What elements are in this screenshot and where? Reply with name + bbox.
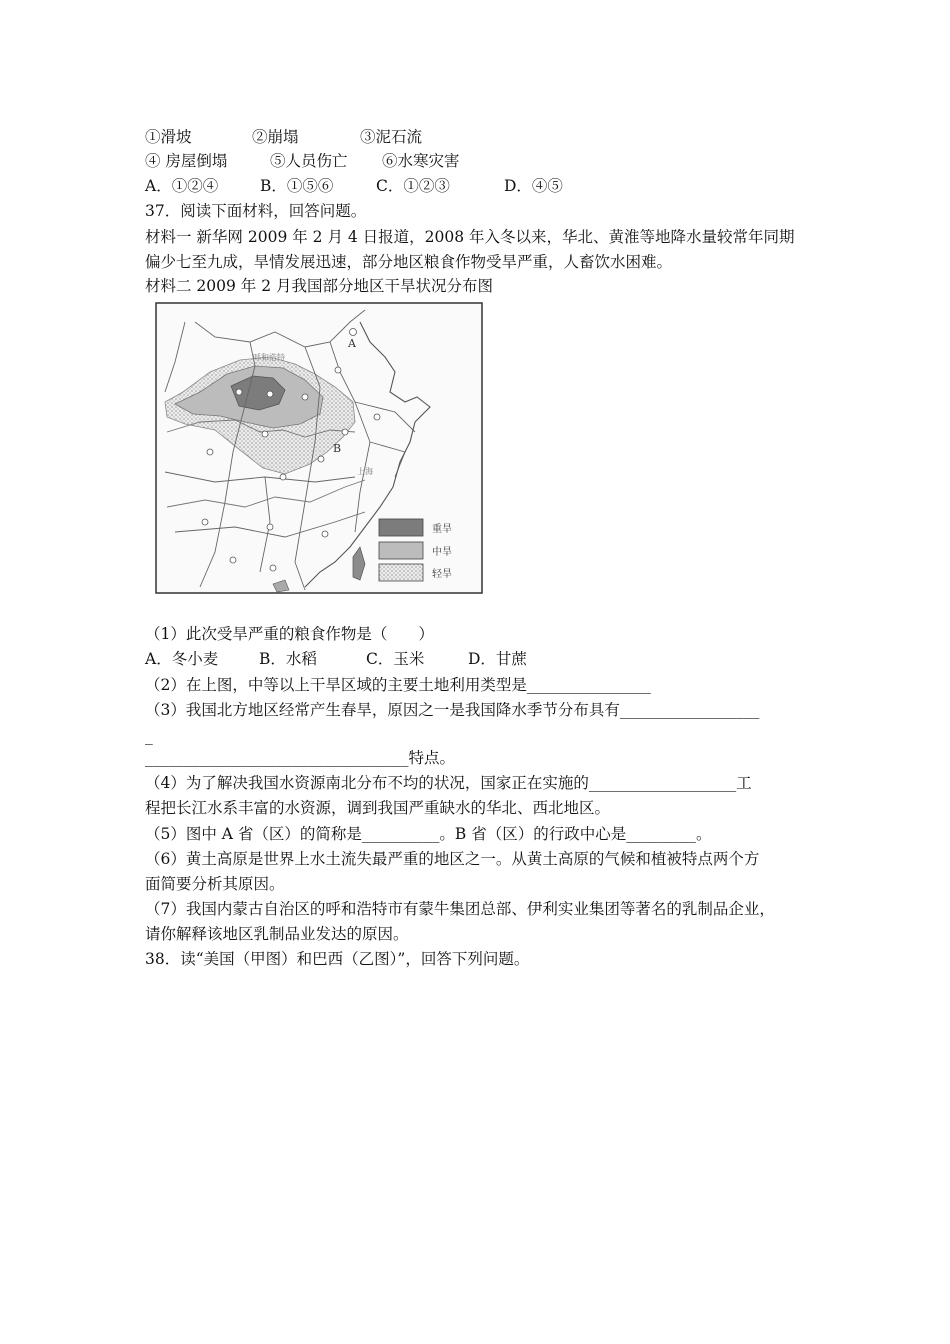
subquestion-6-line-1: （6）黄土高原是世界上水土流失最严重的地区之一。从黄土高原的气候和植被特点两个方 (145, 850, 760, 868)
drought-map (155, 302, 483, 594)
material-2-caption: 材料二 2009 年 2 月我国部分地区干旱状况分布图 (145, 277, 494, 295)
material-1-line-1: 材料一 新华网 2009 年 2 月 4 日报道，2008 年入冬以来，华北、黄淮等地降水量较常年同期 (145, 228, 795, 246)
option-debris-flow: ③泥石流 (360, 128, 423, 146)
label-shanghai: 上海 (357, 467, 373, 476)
subquestion-1-choices (145, 649, 527, 669)
choice-b: B．①⑤⑥ (260, 177, 334, 195)
subquestion-5: （5）图中 A 省（区）的简称是__________。B 省（区）的行政中心是_________。 (145, 825, 712, 843)
choice-rice: B．水稻 (259, 650, 317, 668)
legend-swatch-light (379, 564, 423, 581)
subquestion-1: （1）此次受旱严重的粮食作物是（ ） (145, 625, 434, 643)
subquestion-3-line-1: （3）我国北方地区经常产生春旱，原因之一是我国降水季节分布具有__________________ (145, 701, 760, 719)
option-house-collapse: ④ 房屋倒塌 (145, 152, 228, 170)
choice-row-36 (145, 176, 563, 196)
label-a: A (348, 337, 356, 350)
legend-swatch-moderate (379, 542, 423, 559)
drought-map-svg (155, 302, 483, 594)
question-38-title: 38．读“美国（甲图）和巴西（乙图）”，回答下列问题。 (145, 950, 530, 968)
choice-sugarcane: D．甘蔗 (468, 650, 527, 668)
choice-corn: C．玉米 (366, 650, 425, 668)
question-37-title: 37．阅读下面材料，回答问题。 (145, 202, 367, 220)
material-1-line-2: 偏少七至九成，旱情发展迅速，部分地区粮食作物受旱严重，人畜饮水困难。 (145, 253, 673, 271)
subquestion-6-line-2: 面简要分析其原因。 (145, 875, 285, 893)
option-collapse: ②崩塌 (252, 128, 299, 146)
subquestion-2: （2）在上图，中等以上干旱区域的主要土地利用类型是________________ (145, 676, 651, 694)
option-water-cold: ⑥水寒灾害 (382, 152, 460, 170)
subquestion-3-line-3: __________________________________特点。 (145, 749, 456, 767)
option-row-2 (145, 151, 460, 171)
choice-c: C．①②③ (376, 177, 450, 195)
legend-swatch-severe (379, 519, 423, 536)
subquestion-4-line-2: 程把长江水系丰富的水资源，调到我国严重缺水的华北、西北地区。 (145, 799, 611, 817)
subquestion-7-line-1: （7）我国内蒙古自治区的呼和浩特市有蒙牛集团总部、伊利实业集团等著名的乳制品企业， (145, 900, 775, 918)
legend-label-severe: 重旱 (432, 524, 452, 535)
choice-winter-wheat: A．冬小麦 (145, 650, 219, 668)
option-casualties: ⑤人员伤亡 (270, 152, 348, 170)
legend-label-light: 轻旱 (432, 569, 452, 580)
map-legend (379, 519, 452, 581)
subquestion-3-line-2: _ (145, 727, 153, 745)
choice-d: D．④⑤ (504, 177, 563, 195)
choice-a: A．①②④ (145, 177, 219, 195)
option-landslide: ①滑坡 (145, 128, 192, 146)
label-hohhot: 呼和浩特 (253, 353, 285, 362)
option-row-1 (145, 127, 422, 147)
subquestion-7-line-2: 请你解释该地区乳制品业发达的原因。 (145, 925, 409, 943)
subquestion-4-line-1: （4）为了解决我国水资源南北分布不均的状况，国家正在实施的___________________工 (145, 774, 752, 792)
legend-label-moderate: 中旱 (432, 547, 452, 558)
label-b: B (333, 442, 342, 455)
